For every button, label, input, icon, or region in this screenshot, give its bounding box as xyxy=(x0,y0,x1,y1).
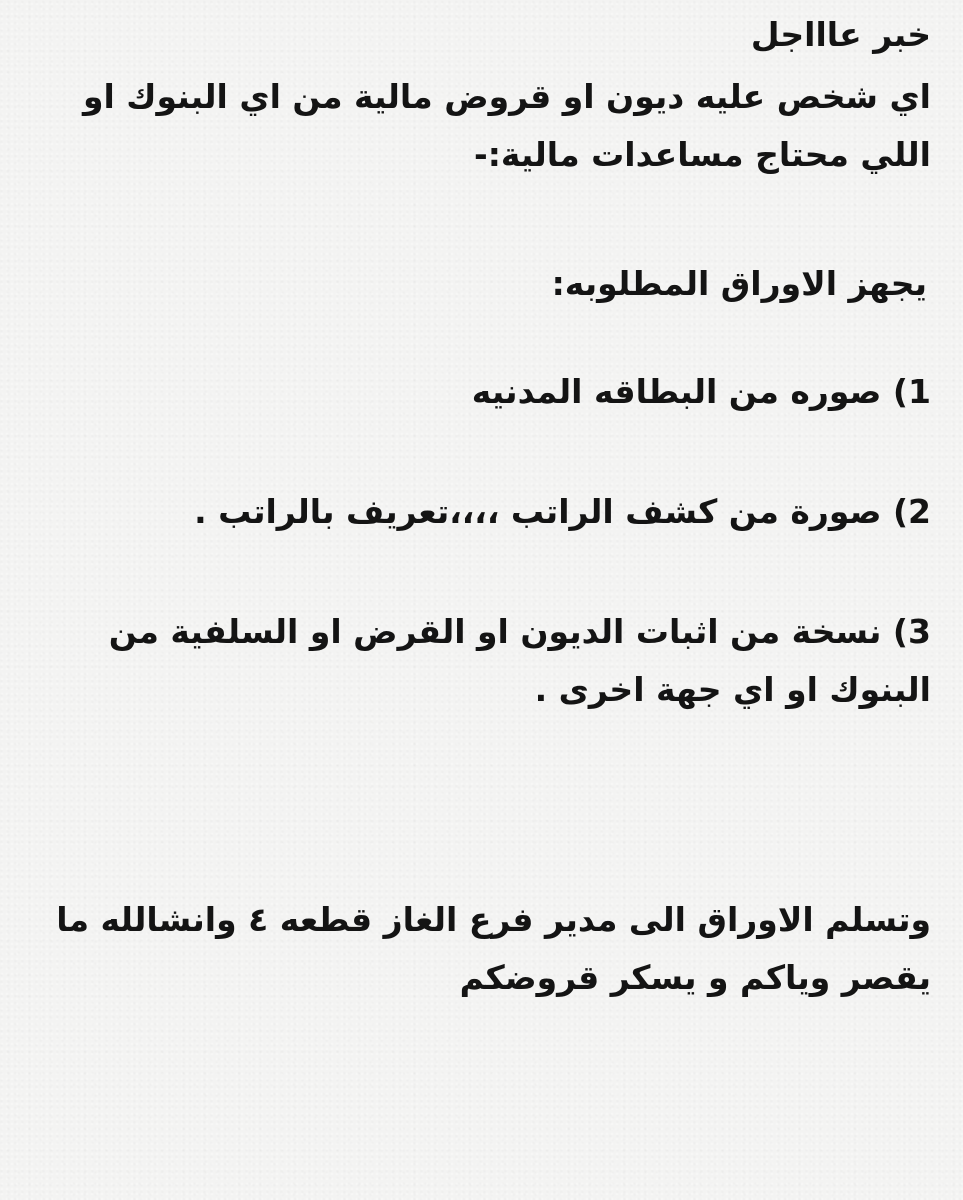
docs-heading: يجهز الاوراق المطلوبه: xyxy=(551,264,927,303)
note-title: خبر عاااجل xyxy=(750,15,931,54)
list-item-2: 2) صورة من كشف الراتب ،،،،تعريف بالراتب . xyxy=(194,492,931,531)
list-item-1: 1) صوره من البطاقه المدنيه xyxy=(471,372,931,411)
intro-line-2: اللي محتاج مساعدات مالية:- xyxy=(474,135,931,174)
list-item-3-line-1: 3) نسخة من اثبات الديون او القرض او السلفية من xyxy=(108,612,931,651)
closing-line-1: وتسلم الاوراق الى مدير فرع الغاز قطعه ٤ وانشالله ما xyxy=(56,900,931,939)
closing-line-2: يقصر وياكم و يسكر قروضكم xyxy=(459,958,931,997)
intro-line-1: اي شخص عليه ديون او قروض مالية من اي البنوك او xyxy=(82,77,931,116)
list-item-3-line-2: البنوك او اي جهة اخرى . xyxy=(534,670,931,709)
